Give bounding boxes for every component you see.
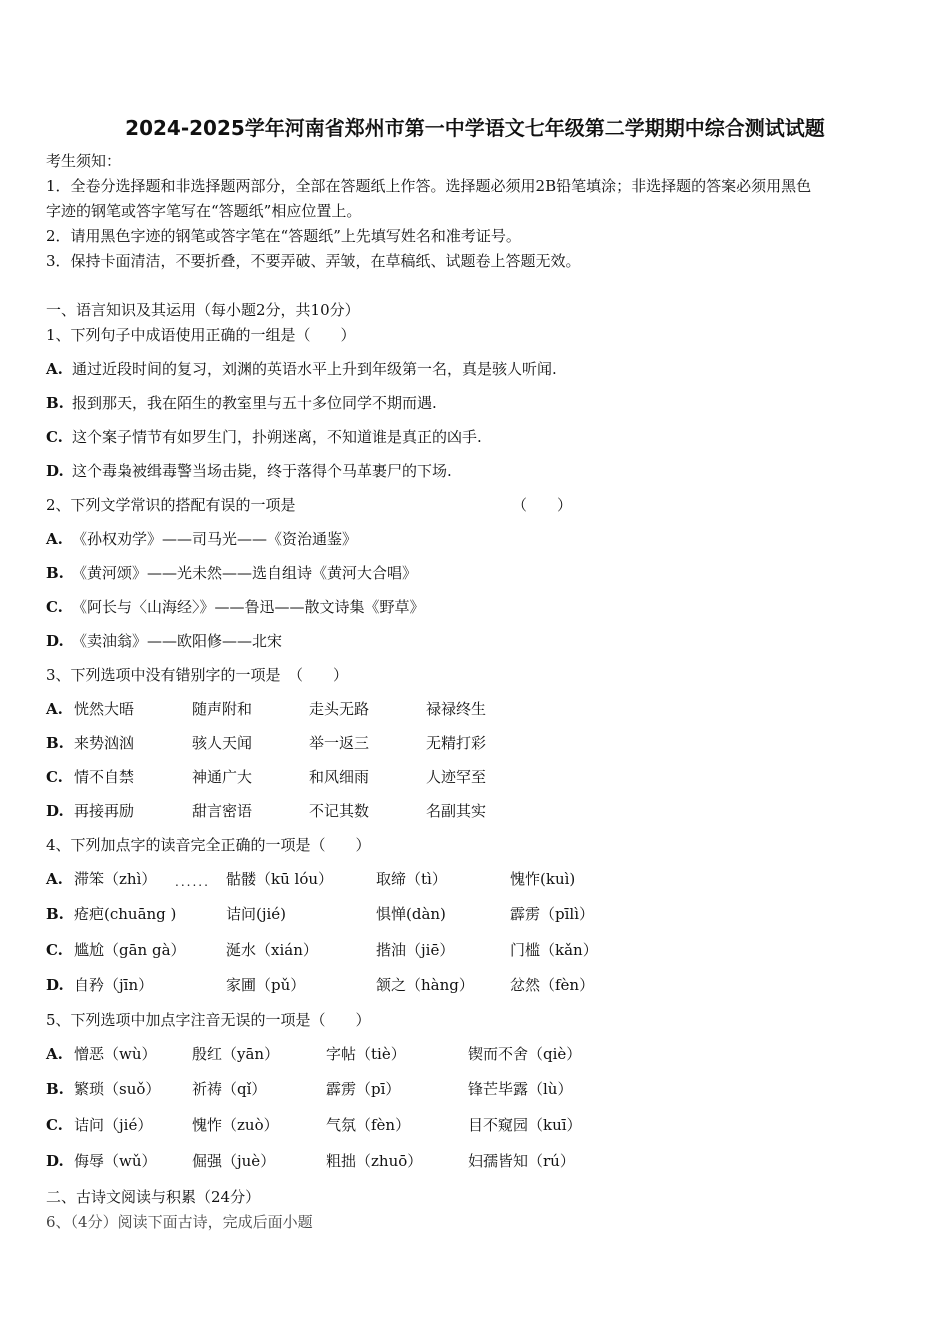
option-text: 这个案子情节有如罗生门，扑朔迷离，不知道谁是真正的凶手. bbox=[72, 428, 482, 446]
q3-option-b-item: 无精打彩 bbox=[426, 734, 487, 752]
q4-option-c-item: 尴尬（gān gà） bbox=[74, 941, 186, 959]
q4-option-c-label: C. bbox=[46, 941, 63, 959]
q3-option-b-item: 举一返三 bbox=[309, 734, 370, 752]
q4-option-c-item: 门槛（kǎn） bbox=[510, 941, 598, 959]
q4-option-d-item: 家圃（pǔ） bbox=[226, 976, 306, 994]
option-text: 这个毒枭被缉毒警当场击毙，终于落得个马革裹尸的下场. bbox=[72, 462, 452, 480]
q3-option-a-item: 恍然大晤 bbox=[74, 700, 135, 718]
notice-item-1b: 字迹的钢笔或答字笔写在“答题纸”相应位置上。 bbox=[46, 202, 362, 220]
q5-option-a-item: 殷红（yān） bbox=[192, 1045, 280, 1063]
q4-option-b-item: 诘问(jié) bbox=[226, 905, 287, 923]
option-text: 《阿长与〈山海经〉》——鲁迅——散文诗集《野草》 bbox=[72, 598, 425, 616]
notice-item-1a: 1．全卷分选择题和非选择题两部分，全部在答题纸上作答。选择题必须用2B铅笔填涂；非选择题的答案必须用黑色 bbox=[46, 177, 812, 195]
option-label: B. bbox=[46, 394, 64, 412]
q5-option-a-item: 字帖（tiè） bbox=[326, 1045, 406, 1063]
q5-option-d-label: D. bbox=[46, 1152, 64, 1170]
q3-option-a-item: 禄禄终生 bbox=[426, 700, 487, 718]
q5-option-b-item: 锋芒毕露（lù） bbox=[468, 1080, 573, 1098]
option-text: 通过近段时间的复习，刘渊的英语水平上升到年级第一名，真是骇人听闻. bbox=[72, 360, 557, 378]
q5-option-a-item: 锲而不舍（qiè） bbox=[468, 1045, 582, 1063]
option-label: A. bbox=[46, 360, 63, 378]
q4-option-c-item: 涎水（xián） bbox=[226, 941, 318, 959]
q4-option-b-item: 惧惮(dàn) bbox=[376, 905, 446, 923]
q2-option-d bbox=[46, 632, 282, 650]
q4-option-a-item: 骷髅（kū lóu） bbox=[226, 870, 334, 888]
q3-stem: 3、下列选项中没有错别字的一项是 （ ） bbox=[46, 666, 349, 684]
option-label: C. bbox=[46, 598, 63, 616]
q4-stem: 4、下列加点字的读音完全正确的一项是（ ） bbox=[46, 836, 371, 854]
q2-option-a bbox=[46, 530, 357, 548]
q4-option-a-item: 滞笨（zhì） bbox=[74, 870, 157, 888]
q2-stem: 2、下列文学常识的搭配有误的一项是 bbox=[46, 496, 296, 514]
section-1-heading: 一、语言知识及其运用（每小题2分，共10分） bbox=[46, 301, 360, 319]
q3-option-c-label: C. bbox=[46, 768, 63, 786]
q4-option-d-item: 自矜（jīn） bbox=[74, 976, 154, 994]
q5-option-a-item: 憎恶（wù） bbox=[74, 1045, 157, 1063]
q5-option-c-item: 气氛（fèn） bbox=[326, 1116, 411, 1134]
q5-option-a-label: A. bbox=[46, 1045, 63, 1063]
q3-option-b-item: 骇人天闻 bbox=[192, 734, 253, 752]
option-text: 《卖油翁》——欧阳修——北宋 bbox=[72, 632, 283, 650]
option-label: B. bbox=[46, 564, 64, 582]
q3-option-c-item: 神通广大 bbox=[192, 768, 253, 786]
q4-option-d-item: 忿然（fèn） bbox=[510, 976, 595, 994]
q5-stem: 5、下列选项中加点字注音无误的一项是（ ） bbox=[46, 1011, 371, 1029]
q4-option-b-item: 霹雳（pīlì） bbox=[510, 905, 594, 923]
notice-heading: 考生须知： bbox=[46, 152, 122, 170]
q3-option-d-item: 不记其数 bbox=[309, 802, 370, 820]
q3-option-d-label: D. bbox=[46, 802, 64, 820]
q1-option-b bbox=[46, 394, 437, 412]
option-label: A. bbox=[46, 530, 63, 548]
q6-stem: 6、（4分）阅读下面古诗，完成后面小题 bbox=[46, 1213, 313, 1231]
q2-option-b bbox=[46, 564, 417, 582]
q5-option-b-item: 霹雳（pī） bbox=[326, 1080, 401, 1098]
q5-option-c-item: 愧怍（zuò） bbox=[192, 1116, 279, 1134]
notice-item-2: 2．请用黑色字迹的钢笔或答字笔在“答题纸”上先填写姓名和准考证号。 bbox=[46, 227, 521, 245]
q2-option-c bbox=[46, 598, 425, 616]
q3-option-d-item: 甜言密语 bbox=[192, 802, 253, 820]
q5-option-b-item: 繁琐（suǒ） bbox=[74, 1080, 161, 1098]
q5-option-d-item: 侮辱（wǔ） bbox=[74, 1152, 157, 1170]
q5-option-c-label: C. bbox=[46, 1116, 63, 1134]
option-text: 《黄河颂》——光未然——选自组诗《黄河大合唱》 bbox=[72, 564, 418, 582]
q3-option-c-item: 情不自禁 bbox=[74, 768, 135, 786]
q3-option-b-item: 来势汹汹 bbox=[74, 734, 135, 752]
q4-option-d-item: 颔之（hàng） bbox=[376, 976, 474, 994]
q4-option-a-item: 愧怍(kuì) bbox=[510, 870, 576, 888]
q3-option-d-item: 名副其实 bbox=[426, 802, 487, 820]
q5-option-d-item: 粗拙（zhuō） bbox=[326, 1152, 423, 1170]
q4-option-c-item: 揩油（jiē） bbox=[376, 941, 455, 959]
q3-option-b-label: B. bbox=[46, 734, 64, 752]
q4-option-a-item: 取缔（tì） bbox=[376, 870, 447, 888]
q3-option-a-label: A. bbox=[46, 700, 63, 718]
section-2-heading: 二、古诗文阅读与积累（24分） bbox=[46, 1188, 261, 1206]
q5-option-b-item: 祈祷（qǐ） bbox=[192, 1080, 267, 1098]
q1-stem: 1、下列句子中成语使用正确的一组是（ ） bbox=[46, 326, 356, 344]
notice-item-3: 3．保持卡面清洁，不要折叠，不要弄破、弄皱，在草稿纸、试题卷上答题无效。 bbox=[46, 252, 581, 270]
option-label: D. bbox=[46, 632, 64, 650]
q3-option-a-item: 走头无路 bbox=[309, 700, 370, 718]
q4-option-d-label: D. bbox=[46, 976, 64, 994]
q3-option-a-item: 随声附和 bbox=[192, 700, 253, 718]
option-label: C. bbox=[46, 428, 63, 446]
q2-answer-paren: （ ） bbox=[512, 496, 573, 514]
exam-title: 2024-2025学年河南省郑州市第一中学语文七年级第二学期期中综合测试试题 bbox=[125, 116, 825, 140]
option-text: 《孙权劝学》——司马光——《资治通鉴》 bbox=[72, 530, 358, 548]
option-text: 报到那天，我在陌生的教室里与五十多位同学不期而遇. bbox=[72, 394, 437, 412]
emphasis-dots: ...... bbox=[175, 875, 210, 889]
q5-option-d-item: 倔强（juè） bbox=[192, 1152, 276, 1170]
q5-option-d-item: 妇孺皆知（rú） bbox=[468, 1152, 575, 1170]
q5-option-c-item: 目不窥园（kuī） bbox=[468, 1116, 582, 1134]
q1-option-d bbox=[46, 462, 452, 480]
q3-option-d-item: 再接再励 bbox=[74, 802, 135, 820]
q4-option-b-label: B. bbox=[46, 905, 64, 923]
q5-option-c-item: 诘问（jié） bbox=[74, 1116, 153, 1134]
q1-option-a bbox=[46, 360, 557, 378]
q5-option-b-label: B. bbox=[46, 1080, 64, 1098]
q3-option-c-item: 和风细雨 bbox=[309, 768, 370, 786]
q4-option-a-label: A. bbox=[46, 870, 63, 888]
option-label: D. bbox=[46, 462, 64, 480]
q3-option-c-item: 人迹罕至 bbox=[426, 768, 487, 786]
q4-option-b-item: 疮疤(chuāng ) bbox=[74, 905, 177, 923]
q1-option-c bbox=[46, 428, 482, 446]
